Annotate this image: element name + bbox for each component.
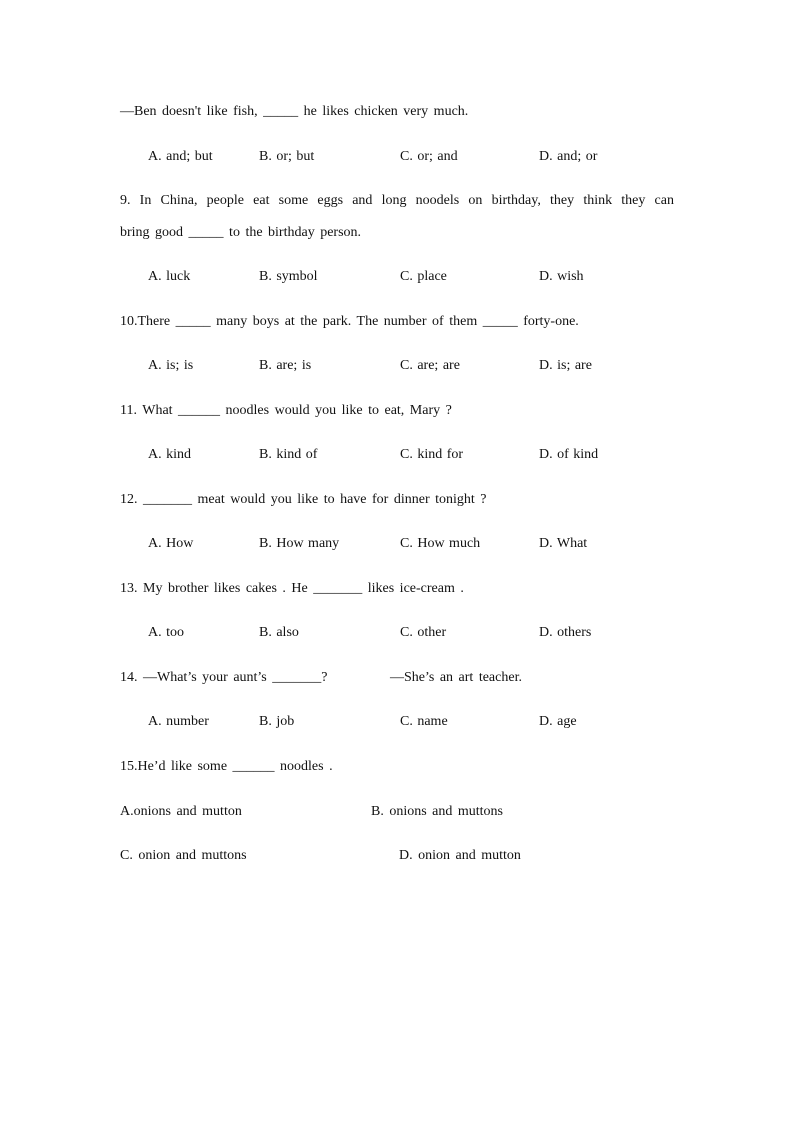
question-8-stem: —Ben doesn't like fish, _____ he likes chicken very much. [120, 104, 469, 119]
option-d: D. and; or [539, 149, 598, 164]
option-a: A. How [148, 536, 194, 551]
option-d: D. of kind [539, 447, 599, 462]
question-15-stem: 15.He’d like some ______ noodles . [120, 759, 333, 774]
option-a: A. is; is [148, 358, 194, 373]
question-9-options [148, 267, 688, 287]
option-c: C. name [400, 714, 448, 729]
question-11-stem: 11. What ______ noodles would you like to eat, Mary ? [120, 403, 452, 418]
question-12-options [148, 534, 688, 554]
option-a: A. number [148, 714, 209, 729]
question-10-stem: 10.There _____ many boys at the park. The number of them _____ forty-one. [120, 314, 579, 329]
option-d: D. wish [539, 269, 584, 284]
option-c: C. How much [400, 536, 481, 551]
option-d: D. onion and mutton [399, 848, 521, 863]
option-b: B. are; is [259, 358, 312, 373]
question-10-options [148, 356, 688, 376]
option-d: D. age [539, 714, 577, 729]
option-b: B. onions and muttons [371, 804, 504, 819]
question-12-stem: 12. _______ meat would you like to have for dinner tonight ? [120, 492, 487, 507]
option-b: B. How many [259, 536, 340, 551]
option-c: C. or; and [400, 149, 458, 164]
question-13-stem: 13. My brother likes cakes . He _______ likes ice-cream . [120, 581, 464, 596]
option-c: C. are; are [400, 358, 460, 373]
question-9-stem-line-2: bring good _____ to the birthday person. [120, 225, 362, 240]
option-a: A. kind [148, 447, 191, 462]
option-b: B. also [259, 625, 299, 640]
option-c: C. onion and muttons [120, 848, 247, 863]
option-d: D. What [539, 536, 588, 551]
option-d: D. is; are [539, 358, 592, 373]
question-14-options [148, 712, 688, 732]
option-b: B. kind of [259, 447, 318, 462]
option-a: A. too [148, 625, 184, 640]
option-a: A. luck [148, 269, 191, 284]
option-c: C. kind for [400, 447, 464, 462]
option-a: A. and; but [148, 149, 213, 164]
question-14-reply: —She’s an art teacher. [390, 670, 522, 685]
option-d: D. others [539, 625, 592, 640]
option-c: C. place [400, 269, 447, 284]
option-b: B. or; but [259, 149, 315, 164]
question-11-options [148, 445, 688, 465]
question-8-options [148, 147, 688, 167]
option-c: C. other [400, 625, 447, 640]
option-b: B. symbol [259, 269, 318, 284]
question-13-options [148, 623, 688, 643]
option-b: B. job [259, 714, 295, 729]
option-a: A.onions and mutton [120, 804, 242, 819]
question-9-stem-line-1: 9. In China, people eat some eggs and long noodels on birthday, they think they can [120, 193, 674, 208]
question-14-stem: 14. —What’s your aunt’s _______? [120, 670, 328, 685]
